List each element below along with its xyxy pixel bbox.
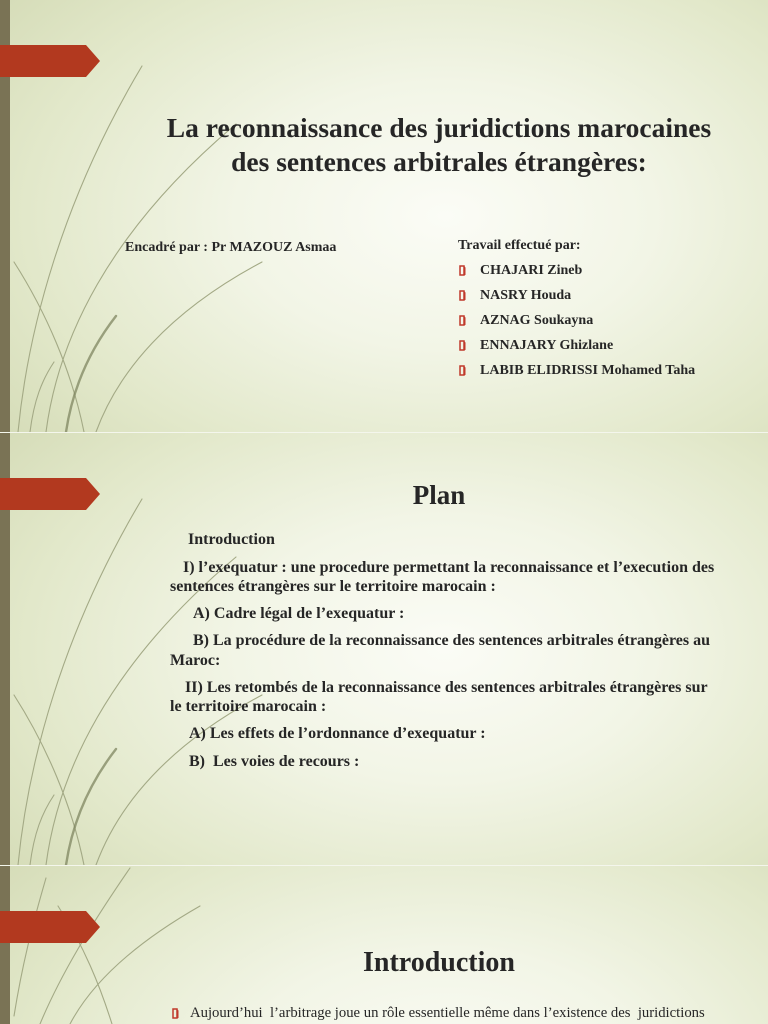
title-line: Introduction [363,946,515,978]
bullet-icon [172,1008,179,1019]
plan-item [170,530,275,549]
title-line: des sentences arbitrales étrangères: [231,146,647,177]
arrow-tab-icon [0,45,100,77]
swoosh-line [30,795,54,865]
swoosh-line [14,878,46,1016]
supervisor-text: Encadré par : Pr MAZOUZ Asmaa [125,239,337,255]
slide-title-heading [110,479,768,511]
author-item [458,312,758,337]
swoosh-line [30,362,54,432]
plan-item-text: le territoire marocain : [170,697,327,715]
slide-title-heading [110,111,768,179]
author-item [458,362,758,387]
plan-item [170,604,404,623]
plan-item-text: Introduction [188,530,275,548]
intro-bullet-text: Aujourd’hui l’arbitrage joue un rôle essentielle même dans l’existence des juridictions [190,1005,705,1021]
plan-item-text: I) l’exequatur : une procedure permettant la reconnaissance et l’execution des [183,558,715,576]
author-name: NASRY Houda [480,287,572,303]
author-name: AZNAG Soukayna [480,312,594,328]
plan-item-text: A) Les effets de l’ordonnance d’exequatur : [189,724,486,742]
arrow-tab-icon [0,911,100,943]
bullet-icon [459,340,466,351]
title-line: La reconnaissance des juridictions marocaines [166,112,712,143]
plan-item [170,724,486,743]
plan-item-text: A) Cadre légal de l’exequatur : [193,604,405,622]
bullet-icon [459,265,466,276]
bullet-icon [459,290,466,301]
author-name: LABIB ELIDRISSI Mohamed Taha [480,363,696,379]
plan-item-text: B) Les voies de recours : [189,752,360,770]
author-name: ENNAJARY Ghizlane [480,338,614,354]
bullet-icon [459,365,466,376]
plan-item-text: B) La procédure de la reconnaissance des sentences arbitrales étrangères au [193,631,710,649]
plan-item [170,678,708,716]
bullet-icon [459,315,466,326]
author-item [458,262,758,287]
title-line: Plan [412,480,466,510]
plan-item-text: II) Les retombés de la reconnaissance des sentences arbitrales étrangères sur [185,678,708,696]
plan-item-text: Maroc: [170,651,221,669]
swoosh-line [14,262,84,432]
plan-item [170,558,714,596]
slide-title-heading [110,946,768,979]
author-name: CHAJARI Zineb [480,262,583,278]
author-item [458,287,758,312]
plan-item [170,631,710,671]
swoosh-line [96,695,262,865]
swoosh-line [96,262,262,432]
author-item [458,337,758,362]
left-accent-bar [0,866,10,1024]
slide-plan [0,433,768,865]
plan-item-text: sentences étrangères sur le territoire marocain : [170,577,496,595]
slide-title-page [0,0,768,432]
slide-introduction [0,866,768,1024]
swoosh-line [14,695,84,865]
plan-item [170,752,359,771]
authors-list [458,262,758,388]
authors-heading: Travail effectué par: [458,237,581,253]
arrow-tab-icon [0,478,100,510]
